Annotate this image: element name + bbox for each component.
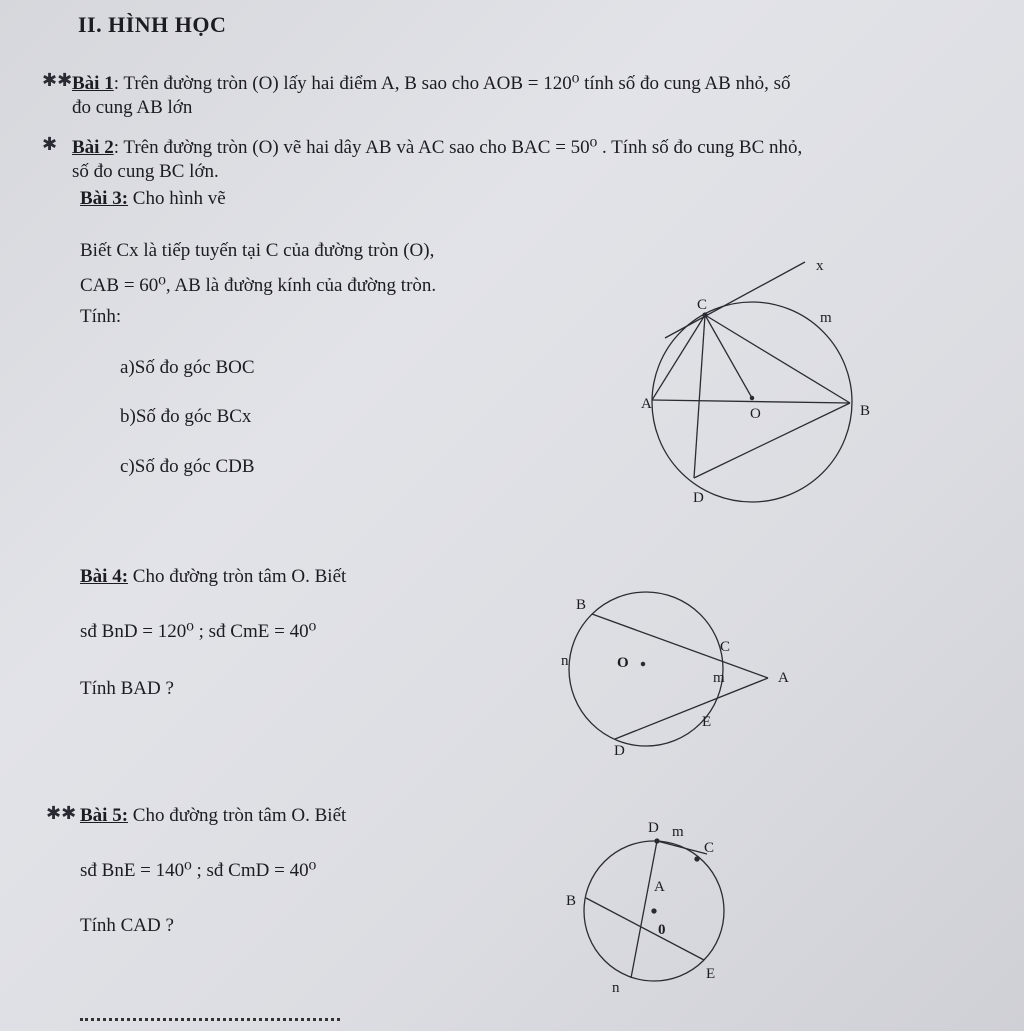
point-d-dot: [655, 839, 659, 843]
segment-co: [705, 315, 752, 398]
bai4-circle: [569, 592, 723, 746]
bai5-label-n: n: [612, 980, 620, 996]
bai4-label-n: n: [561, 653, 569, 669]
bai5-label: Bài 5:: [80, 805, 129, 826]
diameter-ab: [652, 400, 850, 403]
bai5-line1: sđ BnE = 140⁰ ; sđ CmD = 40⁰: [80, 860, 317, 881]
bai3-label-x: x: [816, 258, 824, 274]
bai5-label-d: D: [648, 820, 659, 836]
bai3-label-c: C: [697, 297, 708, 313]
star-icon: ✱: [42, 134, 58, 154]
bai4-label-o: O: [617, 655, 629, 671]
bai3-label: Bài 3:: [80, 188, 129, 209]
bai3-line1: Biết Cx là tiếp tuyến tại C của đường tròn (O),: [80, 240, 435, 261]
section-title: II. HÌNH HỌC: [78, 12, 227, 37]
bai5-label-m: m: [672, 824, 684, 840]
bai1-label: Bài 1: [72, 73, 114, 94]
bai3-question-a: a)Số đo góc BOC: [120, 357, 255, 378]
point-c-dot: [703, 313, 707, 317]
point-c-dot: [695, 857, 699, 861]
bai4-figure: [569, 592, 768, 746]
bai5-label-b: B: [566, 893, 577, 909]
bai3-line2: CAB = 60⁰, AB là đường kính của đường tròn.: [80, 275, 437, 296]
bai1-text: : Trên đường tròn (O) lấy hai điểm A, B sao cho AOB = 120⁰ tính số đo cung AB nhỏ, số: [113, 73, 791, 94]
bai5-center-dot: [652, 909, 656, 913]
bai3-figure: [652, 262, 852, 502]
bai3-line3: Tính:: [80, 306, 122, 327]
bai5-figure: [584, 839, 724, 981]
bai3-label-o: O: [750, 406, 761, 422]
bai4-label-a: A: [778, 670, 789, 686]
bai1-line2: đo cung AB lớn: [72, 97, 193, 118]
bai3-question-c: c)Số đo góc CDB: [120, 456, 255, 477]
bai3-label-m: m: [820, 310, 832, 326]
bai5-label-c: C: [704, 840, 715, 856]
bai3-after: Cho hình vẽ: [128, 188, 226, 209]
chord-cb: [705, 315, 850, 403]
bai4-label-e: E: [702, 714, 712, 730]
bai4-line2: Tính BAD ?: [80, 678, 174, 699]
bai4-after: Cho đường tròn tâm O. Biết: [128, 566, 347, 587]
bai4-label-b: B: [576, 597, 587, 613]
star-icon: ✱✱: [46, 803, 77, 823]
chord-db: [694, 403, 850, 478]
bai3-label-d: D: [693, 490, 704, 506]
point-o-dot: [750, 396, 753, 399]
bai4-label-d: D: [614, 743, 625, 759]
bai4-label: Bài 4:: [80, 566, 129, 587]
bai4-center-dot: [641, 662, 644, 665]
star-icon: ✱✱: [42, 70, 73, 90]
bai5-after: Cho đường tròn tâm O. Biết: [128, 805, 347, 826]
bai2-line2: số đo cung BC lớn.: [72, 161, 219, 182]
tangent-cx: [665, 262, 805, 338]
bai5-label-a: A: [654, 879, 665, 895]
bai3-label-b: B: [860, 403, 871, 419]
bai4-label-c: C: [720, 639, 731, 655]
bai5-label-e: E: [706, 966, 716, 982]
bai4-label-m: m: [713, 670, 725, 686]
bai2-text: : Trên đường tròn (O) vẽ hai dây AB và AC sao cho BAC = 50⁰ . Tính số đo cung BC nhỏ,: [113, 137, 803, 158]
secant-ad: [615, 678, 768, 739]
bai2-label: Bài 2: [72, 137, 114, 158]
chord-dc: [657, 841, 707, 854]
bai3-label-a: A: [641, 396, 652, 412]
bai5-line2: Tính CAD ?: [80, 915, 174, 936]
chord-ac: [652, 315, 705, 400]
bai5-label-o: 0: [658, 922, 666, 938]
bai3-question-b: b)Số đo góc BCx: [120, 406, 252, 427]
bai4-line1: sđ BnD = 120⁰ ; sđ CmE = 40⁰: [80, 621, 317, 642]
chord-cd: [694, 315, 705, 478]
